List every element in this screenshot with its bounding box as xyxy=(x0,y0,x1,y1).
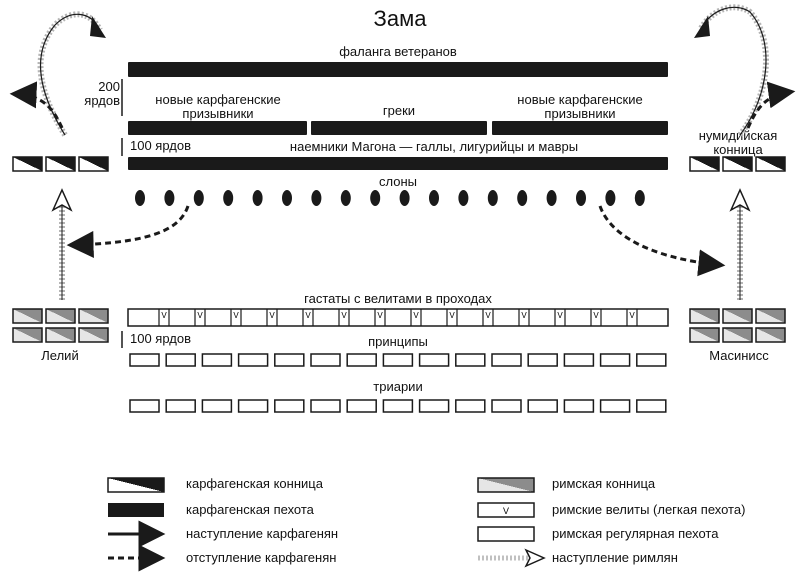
roman-cavalry-unit xyxy=(79,309,108,323)
laelius-advance-arrow xyxy=(53,190,71,300)
legend-velite-mark: V xyxy=(502,506,510,516)
elephants-retreat-right xyxy=(600,206,720,265)
elephant xyxy=(458,190,468,206)
elephant xyxy=(194,190,204,206)
triarii-maniple xyxy=(637,400,666,412)
principes-maniple xyxy=(130,354,159,366)
principes-maniple xyxy=(564,354,593,366)
velite-mark: V xyxy=(593,311,599,320)
cavalry-unit xyxy=(13,157,42,171)
elephant xyxy=(517,190,527,206)
masinissa-label: Масинисс xyxy=(709,348,769,363)
velite-mark: V xyxy=(557,311,563,320)
principes-maniple xyxy=(420,354,449,366)
elephant xyxy=(223,190,233,206)
roman-cavalry-unit xyxy=(46,328,75,342)
elephant xyxy=(429,190,439,206)
principes-maniple xyxy=(383,354,412,366)
elephant xyxy=(400,190,410,206)
velite-mark: V xyxy=(629,311,635,320)
roman-cavalry-unit xyxy=(690,309,719,323)
hastati-line xyxy=(128,309,668,326)
triarii-maniple xyxy=(202,400,231,412)
laelius-label: Лелий xyxy=(41,348,79,363)
legend-label-carth-inf: карфагенская пехота xyxy=(186,502,314,517)
elephants-row xyxy=(135,190,645,206)
cavalry-unit xyxy=(723,157,752,171)
principes-maniple xyxy=(492,354,521,366)
triarii-maniple xyxy=(130,400,159,412)
masinissa-advance-arrow xyxy=(731,190,749,300)
legend-label-carth-cav: карфагенская конница xyxy=(186,476,323,491)
elephant xyxy=(135,190,145,206)
velite-mark: V xyxy=(521,311,527,320)
legend-symbol-carth-cav xyxy=(108,478,164,492)
cavalry-unit xyxy=(690,157,719,171)
hastati-label: гастаты с велитами в проходах xyxy=(304,291,492,306)
carthaginian-cavalry-advance-left xyxy=(41,14,106,135)
velite-mark: V xyxy=(161,311,167,320)
legend-label-carth-ret: отступление карфагенян xyxy=(186,550,337,565)
elephant xyxy=(488,190,498,206)
roman-cavalry-unit xyxy=(13,328,42,342)
roman-cavalry-unit xyxy=(723,328,752,342)
elephants-retreat-left xyxy=(72,206,188,245)
triarii-maniple xyxy=(166,400,195,412)
velite-mark: V xyxy=(341,311,347,320)
triarii-maniple xyxy=(239,400,268,412)
scale-100-label-rome: 100 ярдов xyxy=(130,331,191,346)
roman-cavalry-laelius xyxy=(13,309,108,342)
veterans-label: фаланга ветеранов xyxy=(339,44,457,59)
legend-symbol-rom-velites xyxy=(478,503,534,517)
roman-cavalry-unit xyxy=(756,328,785,342)
carthaginian-cavalry-left xyxy=(13,157,108,171)
triarii-maniple xyxy=(564,400,593,412)
cavalry-unit xyxy=(756,157,785,171)
mercenaries-label: наемники Магона — галлы, лигурийцы и мавры xyxy=(289,139,579,154)
cavalry-unit xyxy=(79,157,108,171)
diagram-title: Зама xyxy=(373,6,427,31)
velite-mark: V xyxy=(305,311,311,320)
roman-cavalry-unit xyxy=(46,309,75,323)
velite-mark: V xyxy=(269,311,275,320)
new-recruits-left-label: новые карфагенские призывники xyxy=(155,92,281,121)
velite-mark: V xyxy=(413,311,419,320)
triarii-maniple xyxy=(456,400,485,412)
elephants-label: слоны xyxy=(379,174,417,189)
elephant xyxy=(635,190,645,206)
legend-symbol-rom-adv xyxy=(478,550,544,566)
principes-maniple xyxy=(637,354,666,366)
hastati-frame xyxy=(128,309,668,326)
triarii-maniple xyxy=(528,400,557,412)
principes-maniple xyxy=(601,354,630,366)
elephant xyxy=(341,190,351,206)
elephant xyxy=(253,190,263,206)
elephant xyxy=(370,190,380,206)
roman-cavalry-unit xyxy=(79,328,108,342)
principes-maniple xyxy=(275,354,304,366)
triarii-maniple xyxy=(383,400,412,412)
principes-line xyxy=(130,354,666,366)
legend-label-rom-adv: наступление римлян xyxy=(552,550,678,565)
elephant xyxy=(576,190,586,206)
legend-label-rom-cav: римская конница xyxy=(552,476,656,491)
principes-maniple xyxy=(311,354,340,366)
legend-label-rom-inf: римская регулярная пехота xyxy=(552,526,719,541)
numidian-cavalry-right xyxy=(690,157,785,171)
velite-mark: V xyxy=(233,311,239,320)
roman-cavalry-unit xyxy=(756,309,785,323)
legend-label-rom-velites: римские велиты (легкая пехота) xyxy=(552,502,746,517)
triarii-maniple xyxy=(420,400,449,412)
elephant xyxy=(282,190,292,206)
legend-symbol-carth-inf xyxy=(108,503,164,517)
triarii-maniple xyxy=(347,400,376,412)
legend-symbol-rom-cav xyxy=(478,478,534,492)
principes-maniple xyxy=(347,354,376,366)
principes-maniple xyxy=(456,354,485,366)
numidian-cavalry-label: нумидийская конница xyxy=(698,128,778,157)
scale-100-label-carthage: 100 ярдов xyxy=(130,138,191,153)
roman-cavalry-unit xyxy=(723,309,752,323)
roman-cavalry-unit xyxy=(690,328,719,342)
principes-maniple xyxy=(166,354,195,366)
triarii-maniple xyxy=(601,400,630,412)
principes-maniple xyxy=(528,354,557,366)
velite-mark: V xyxy=(449,311,455,320)
new-recruits-right-label: новые карфагенские призывники xyxy=(517,92,643,121)
scale-200-label: 200 ярдов xyxy=(84,79,120,108)
triarii-label: триарии xyxy=(373,379,423,394)
elephant xyxy=(605,190,615,206)
cavalry-unit xyxy=(46,157,75,171)
legend-symbol-rom-inf xyxy=(478,527,534,541)
triarii-maniple xyxy=(311,400,340,412)
velite-mark: V xyxy=(377,311,383,320)
principes-label: принципы xyxy=(368,334,428,349)
elephant xyxy=(547,190,557,206)
triarii-line xyxy=(130,400,666,412)
elephant xyxy=(164,190,174,206)
roman-cavalry-masinissa xyxy=(690,309,785,342)
velite-mark: V xyxy=(485,311,491,320)
triarii-maniple xyxy=(492,400,521,412)
legend-label-carth-adv: наступление карфагенян xyxy=(186,526,339,541)
roman-cavalry-unit xyxy=(13,309,42,323)
velite-mark: V xyxy=(197,311,203,320)
elephant xyxy=(311,190,321,206)
greeks-label: греки xyxy=(382,103,416,118)
principes-maniple xyxy=(239,354,268,366)
principes-maniple xyxy=(202,354,231,366)
triarii-maniple xyxy=(275,400,304,412)
